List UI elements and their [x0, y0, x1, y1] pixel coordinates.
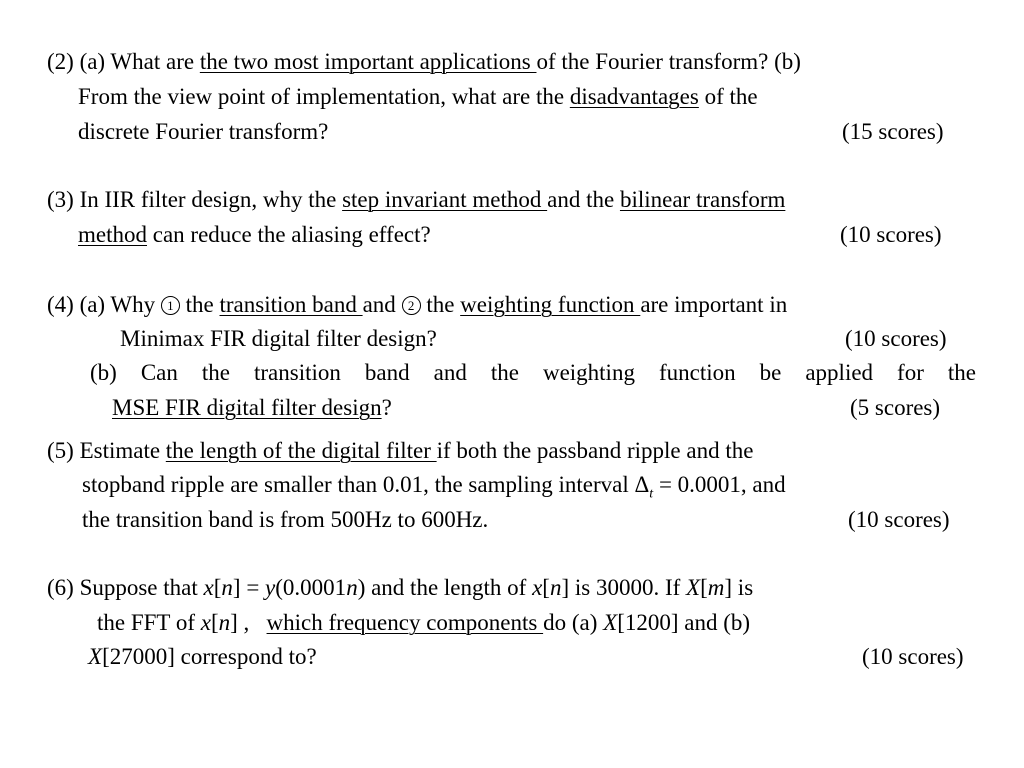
q4-score-b: (5 scores) — [850, 395, 941, 420]
q2-line-2: From the view point of implementation, what are the disadvantages of the — [78, 84, 758, 109]
q5-line-2: stopband ripple are smaller than 0.01, the sampling interval $\Delta_t = 0.0001$, and — [82, 472, 786, 502]
q4-line-3: (b) Can the transition band and the weighting function be applied for the — [90, 360, 976, 385]
q2-line-3: discrete Fourier transform? — [78, 119, 329, 144]
q3-score: (10 scores) — [840, 222, 942, 247]
q3-line-2: method can reduce the aliasing effect? — [78, 222, 431, 247]
q4-underline-transition-band: transition band — [219, 292, 363, 317]
q4-line-4: MSE FIR digital filter design? — [112, 395, 392, 420]
q4-line-2: Minimax FIR digital filter design? — [120, 326, 437, 351]
q3-underline-bilinear: bilinear transform — [619, 187, 786, 212]
q4-underline-mse: MSE FIR digital filter design — [112, 395, 382, 420]
q6-line-3: X[27000] correspond to? — [88, 644, 317, 669]
q5-underline-length: the length of the digital filter — [165, 438, 437, 463]
q6-underline-frequency: which frequency components — [266, 610, 544, 635]
q4-line-1: (4) (a) Why 1 the transition band and 2 the weighting function are important in — [47, 292, 788, 317]
q2-underline-disadvantages: disadvantages — [569, 84, 699, 109]
q5-line-1: (5) Estimate the length of the digital filter if both the passband ripple and the — [47, 438, 754, 463]
q4-score-a: (10 scores) — [845, 326, 947, 351]
q5-score: (10 scores) — [848, 507, 950, 532]
q2-score: (15 scores) — [842, 119, 944, 144]
q6-score: (10 scores) — [862, 644, 964, 669]
q6-line-1: (6) Suppose that x[n] = y(0.0001n) and the length of x[n] is 30000. If X[m] is — [47, 575, 754, 600]
q2-line-1: (2) (a) What are the two most important applications of the Fourier transform? (b) — [47, 49, 801, 74]
q6-line-2: the FFT of x[n] , which frequency components do (a) X[1200] and (b) — [97, 610, 751, 635]
q2-underline-applications: the two most important applications — [199, 49, 537, 74]
q3-line-1: (3) In IIR filter design, why the step invariant method and the bilinear transform — [47, 187, 786, 212]
q3-underline-method: method — [78, 222, 147, 247]
q4-underline-weighting-function: weighting function — [460, 292, 641, 317]
circled-two-icon: 2 — [402, 296, 421, 315]
circled-one-icon: 1 — [161, 296, 180, 315]
q5-line-3: the transition band is from 500Hz to 600Hz. — [82, 507, 489, 532]
q3-underline-step-invariant: step invariant method — [342, 187, 548, 212]
